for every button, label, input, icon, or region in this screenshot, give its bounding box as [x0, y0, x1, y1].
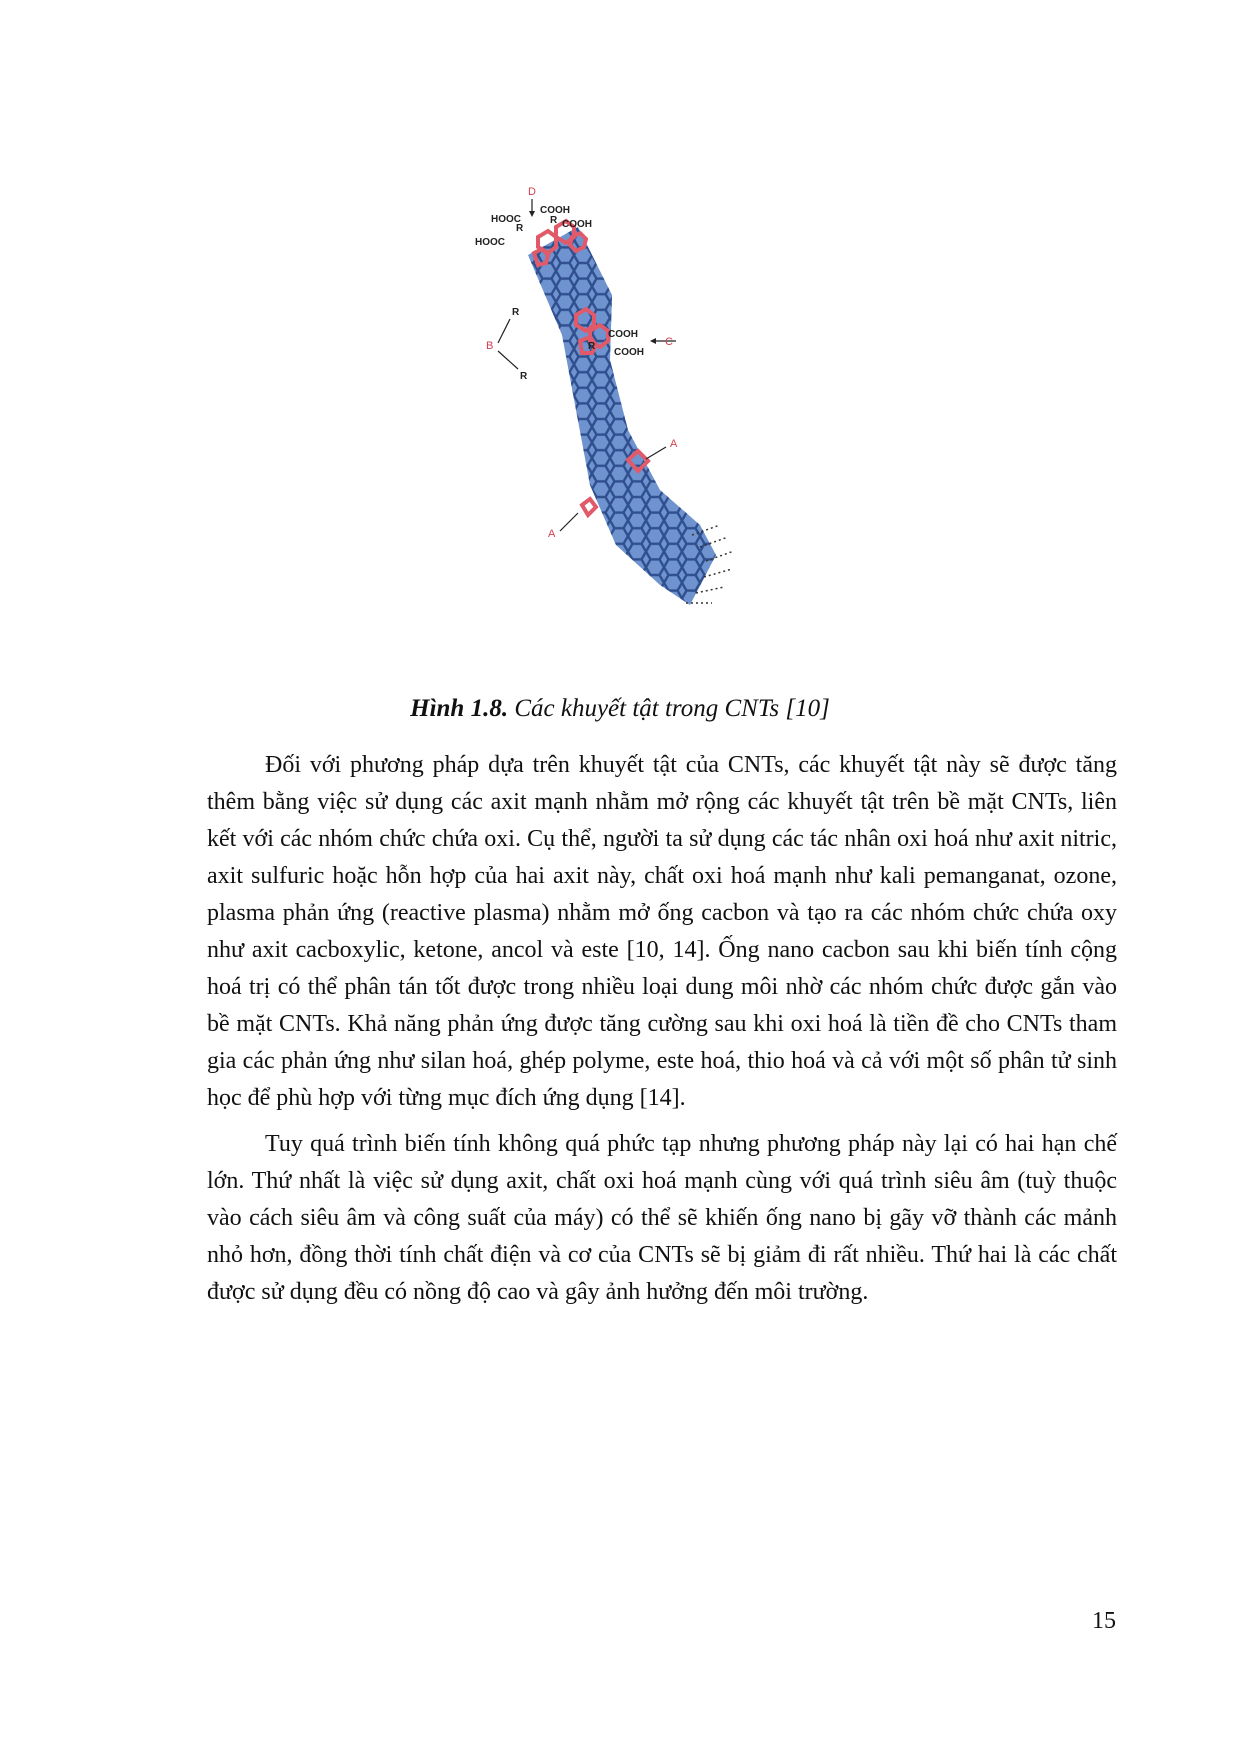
- label-r-top-1: R: [516, 223, 524, 234]
- label-cooh-top-1: COOH: [540, 205, 570, 216]
- paragraph-1: Đối với phương pháp dựa trên khuyết tật của CNTs, các khuyết tật này sẽ được tăng thêm bằng việc sử dụng các axit mạnh nhằm mở rộng các khuyết tật trên bề mặt CNTs, liên kết với các nhóm chức chứa oxi. Cụ thể, người ta sử dụng các tác nhân oxi hoá như axit nitric, axit sulfuric hoặc hỗn hợp của hai axit này, chất oxi hoá mạnh như kali pemanganat, ozone, plasma phản ứng (reactive plasma) nhằm mở ống cacbon và tạo ra các nhóm chức chứa oxy như axit cacboxylic, ketone, ancol và este [10, 14]. Ống nano cacbon sau khi biến tính cộng hoá trị có thể phân tán tốt được trong nhiều loại dung môi nhờ các nhóm chức được gắn vào bề mặt CNTs. Khả năng phản ứng được tăng cường sau khi oxi hoá là tiền đề cho CNTs tham gia các phản ứng như silan hoá, ghép polyme, este hoá, thio hoá và cả với một số phân tử sinh học để phù hợp với từng mục đích ứng dụng [14].: [207, 752, 1117, 1111]
- label-d: D: [528, 186, 536, 198]
- label-a-lower: A: [548, 528, 556, 540]
- cnt-defects-figure: [475, 185, 820, 695]
- defect-a-lower: [582, 499, 596, 515]
- label-a-upper: A: [670, 438, 678, 450]
- label-c: C: [665, 336, 673, 348]
- label-cooh-top-2: COOH: [562, 219, 592, 230]
- figure-caption-text: Các khuyết tật trong CNTs [10]: [514, 695, 830, 722]
- label-hooc-1: HOOC: [491, 214, 521, 225]
- figure-caption: [0, 695, 1240, 723]
- paragraph-2: Tuy quá trình biến tính không quá phức tạp nhưng phương pháp này lại có hai hạn chế lớn. Thứ nhất là việc sử dụng axit, chất oxi hoá mạnh cùng với quá trình siêu âm (tuỳ thuộc vào cách siêu âm và công suất của máy) có thể sẽ khiến ống nano bị gãy vỡ thành các mảnh nhỏ hơn, đồng thời tính chất điện và cơ của CNTs sẽ bị giảm đi rất nhiều. Thứ hai là các chất được sử dụng đều có nồng độ cao và gây ảnh hưởng đến môi trường.: [207, 1131, 1117, 1305]
- body-text: [207, 747, 1117, 1320]
- label-hooc-2: HOOC: [475, 237, 505, 248]
- label-cooh-c-2: COOH: [614, 347, 644, 358]
- page-number: 15: [1092, 1608, 1116, 1634]
- label-r-b-1: R: [512, 307, 520, 318]
- figure-number: Hình 1.8.: [410, 695, 509, 722]
- label-b: B: [486, 340, 494, 352]
- label-cooh-c-1: COOH: [608, 329, 638, 340]
- label-r-b-2: R: [520, 371, 528, 382]
- label-r-c: R: [588, 341, 596, 352]
- label-r-top-2: R: [550, 215, 558, 226]
